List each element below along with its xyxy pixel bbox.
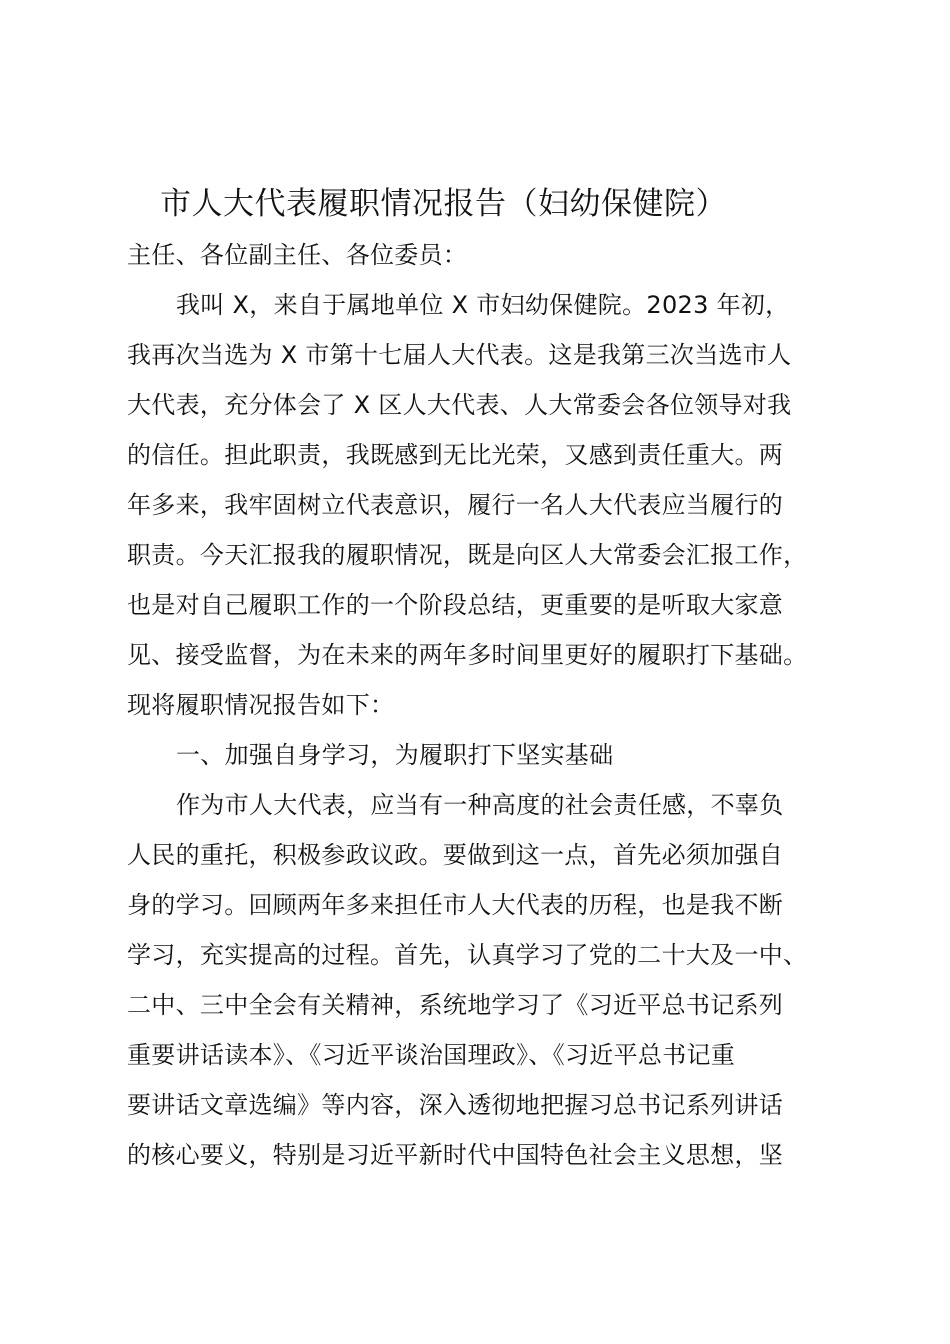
paragraph-line: 身的学习。回顾两年多来担任市人大代表的历程，也是我不断 xyxy=(127,891,784,919)
salutation: 主任、各位副主任、各位委员： xyxy=(127,241,468,269)
paragraph-line: 要讲话文章选编》等内容，深入透彻地把握习总书记系列讲话 xyxy=(127,1091,784,1119)
paragraph-line: 大代表，充分体会了 X 区人大代表、人大常委会各位领导对我 xyxy=(127,391,792,419)
document-title: 市人大代表履职情况报告（妇幼保健院） xyxy=(160,186,727,222)
paragraph-line: 我再次当选为 X 市第十七届人大代表。这是我第三次当选市人 xyxy=(127,341,792,369)
paragraph-line: 学习，充实提高的过程。首先，认真学习了党的二十大及一中、 xyxy=(127,941,808,969)
paragraph-line: 人民的重托，积极参政议政。要做到这一点，首先必须加强自 xyxy=(127,841,784,869)
paragraph-line: 年多来，我牢固树立代表意识，履行一名人大代表应当履行的 xyxy=(127,491,784,519)
paragraph-line: 现将履职情况报告如下： xyxy=(127,691,395,719)
paragraph-line: 作为市人大代表，应当有一种高度的社会责任感，不辜负 xyxy=(176,791,784,819)
paragraph-line: 二中、三中全会有关精神，系统地学习了《习近平总书记系列 xyxy=(127,991,784,1019)
paragraph-line: 也是对自己履职工作的一个阶段总结，更重要的是听取大家意 xyxy=(127,591,784,619)
paragraph-line: 重要讲话读本》、《习近平谈治国理政》、《习近平总书记重 xyxy=(127,1041,736,1069)
paragraph-line: 的信任。担此职责，我既感到无比光荣，又感到责任重大。两 xyxy=(127,441,784,469)
paragraph-line: 职责。今天汇报我的履职情况，既是向区人大常委会汇报工作， xyxy=(127,541,808,569)
paragraph-line: 我叫 X，来自于属地单位 X 市妇幼保健院。2023 年初， xyxy=(176,291,790,319)
paragraph-line: 见、接受监督，为在未来的两年多时间里更好的履职打下基础。 xyxy=(127,641,808,669)
section-heading: 一、加强自身学习，为履职打下坚实基础 xyxy=(176,741,614,769)
paragraph-line: 的核心要义，特别是习近平新时代中国特色社会主义思想，坚 xyxy=(127,1141,784,1169)
